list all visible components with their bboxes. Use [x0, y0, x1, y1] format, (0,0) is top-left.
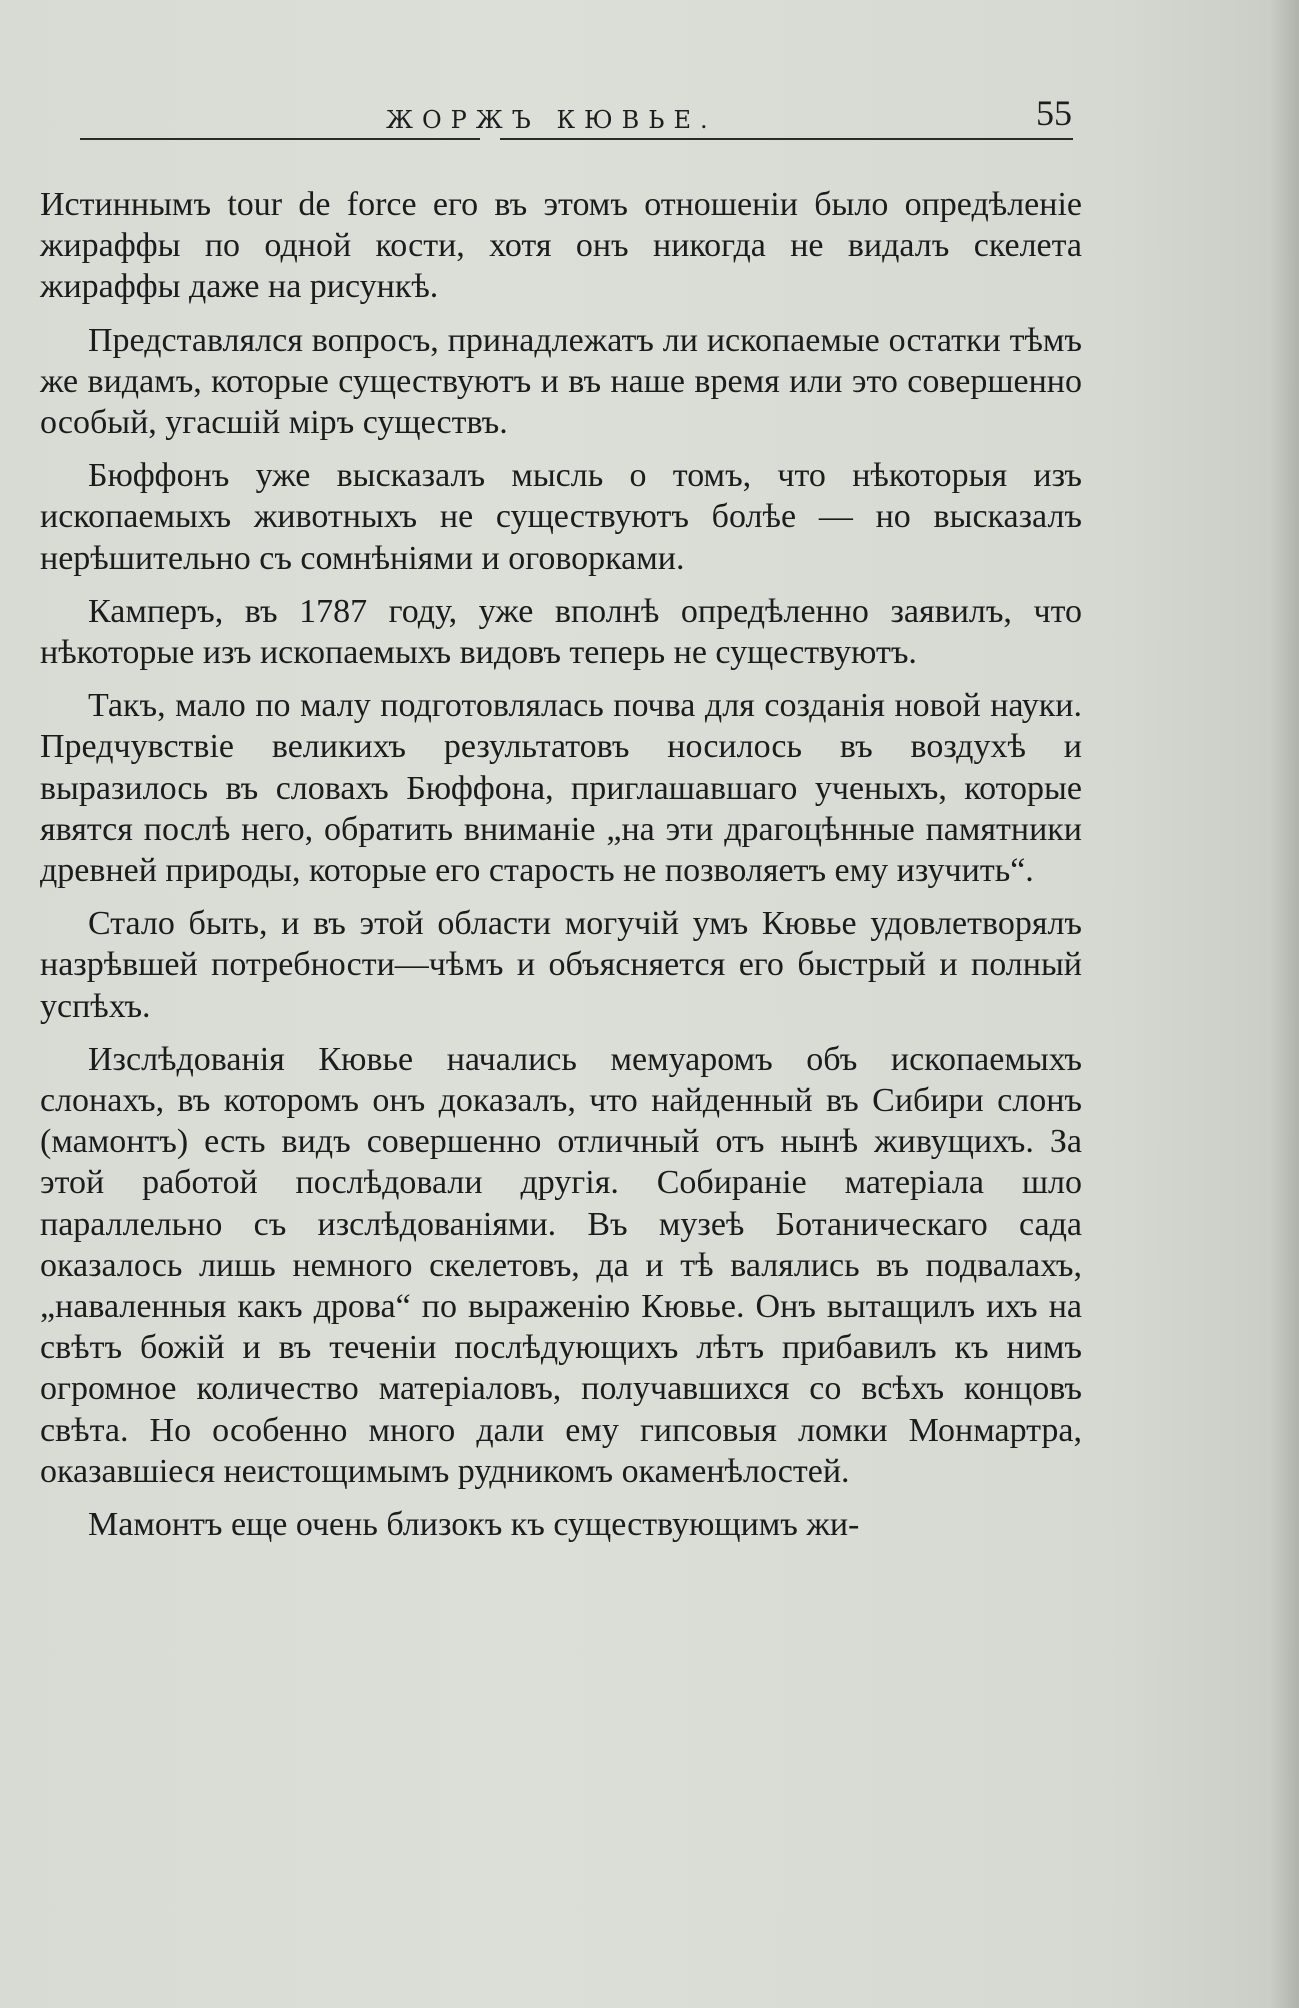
paragraph: Истиннымъ tour de force его въ этомъ отношенiи было опредѣленiе жираффы по одной кости, хотя онъ никогда не видалъ скелета жираффы даже на рисункѣ.: [40, 186, 1082, 306]
paragraph: Изслѣдованiя Кювье начались мемуаромъ объ ископаемыхъ слонахъ, въ которомъ онъ доказалъ, что найденный въ Сибири слонъ (мамонтъ) есть видъ совершенно отличный отъ нынѣ живущихъ. За этой работой послѣдовали другiя. Собиранiе матерiала шло параллельно съ изслѣдованiями. Въ музеѣ Ботаническаго сада оказалось лишь немного скелетовъ, да и тѣ валялись въ подвалахъ, „наваленныя какъ дрова“ по выраженiю Кювье. Онъ вытащилъ ихъ на свѣтъ божiй и въ теченiи послѣдующихъ лѣтъ прибавилъ къ нимъ огромное количество матерiаловъ, получавшихся со всѣхъ концовъ свѣта. Но особенно много дали ему гипсовыя ломки Монмартра, оказавшiеся неистощимымъ рудникомъ окаменѣлостей.: [40, 1040, 1082, 1490]
paragraph: Мамонтъ еще очень близокъ къ существующимъ жи-: [88, 1506, 860, 1544]
header-rule-right: [500, 138, 1073, 140]
paragraph: Камперъ, въ 1787 году, уже вполнѣ опредѣленно заявилъ, что нѣкоторые изъ ископаемыхъ видовъ теперь не существуютъ.: [40, 592, 1082, 672]
paragraph: Бюффонъ уже высказалъ мысль о томъ, что нѣкоторыя изъ ископаемыхъ животныхъ не существуютъ болѣе — но высказалъ нерѣшительно съ сомнѣнiями и оговорками.: [40, 457, 1082, 577]
paragraph: Представлялся вопросъ, принадлежатъ ли ископаемые остатки тѣмъ же видамъ, которые существуютъ и въ наше время или это совершенно особый, угасшiй мiръ существъ.: [40, 321, 1082, 442]
page-number: 55: [1036, 93, 1072, 133]
page-edge-shadow: [1269, 0, 1299, 2008]
page-header: [80, 88, 1080, 138]
running-title: ЖОРЖЪ КЮВЬЕ.: [386, 106, 717, 134]
paragraph: Такъ, мало по малу подготовлялась почва для созданiя новой науки. Предчувствiе великихъ результатовъ носилось въ воздухѣ и выразилось въ словахъ Бюффона, приглашавшаго ученыхъ, которые явятся послѣ него, обратить вниманiе „на эти драгоцѣнные памятники древней природы, которые его старость не позволяетъ ему изучить“.: [40, 687, 1082, 890]
body-text: [40, 184, 1082, 1557]
header-rule-left: [80, 138, 480, 140]
paragraph: Стало быть, и въ этой области могучiй умъ Кювье удовлетворялъ назрѣвшей потребности—чѣмъ и объясняется его быстрый и полный успѣхъ.: [40, 905, 1082, 1025]
